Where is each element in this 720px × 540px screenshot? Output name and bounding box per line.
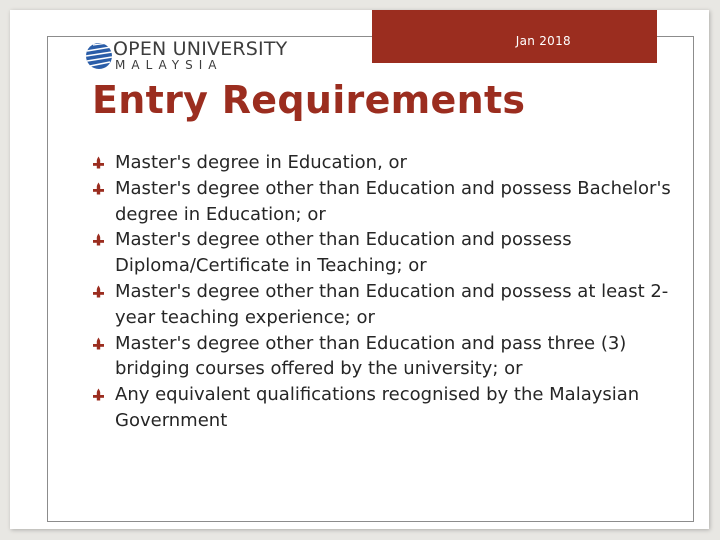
requirements-list — [92, 150, 672, 434]
date-tab — [372, 10, 657, 63]
logo-text-line2: MALAYSIA — [115, 58, 223, 72]
requirement-text: Master's degree other than Education and pass three (3) bridging courses offered by the university; or — [115, 332, 627, 380]
requirement-text: Master's degree other than Education and possess at least 2-year teaching experience; or — [115, 280, 669, 328]
list-item — [92, 227, 672, 279]
list-item — [92, 382, 672, 434]
requirement-text: Master's degree in Education, or — [115, 152, 407, 173]
bullet-icon — [92, 388, 105, 401]
bullet-icon — [92, 156, 105, 169]
slide-title: Entry Requirements — [92, 78, 526, 122]
date-label: Jan 2018 — [515, 34, 571, 48]
requirement-text: Master's degree other than Education and possess Bachelor's degree in Education; or — [115, 177, 671, 225]
list-item — [92, 176, 672, 228]
list-item — [92, 279, 672, 331]
bullet-icon — [92, 182, 105, 195]
bullet-icon — [92, 285, 105, 298]
bullet-icon — [92, 233, 105, 246]
requirement-text: Any equivalent qualifications recognised by the Malaysian Government — [115, 384, 640, 431]
list-item — [92, 150, 672, 176]
requirement-text: Master's degree other than Education and possess Diploma/Certificate in Teaching; or — [115, 229, 572, 277]
logo-text-line1: OPEN UNIVERSITY — [113, 38, 288, 60]
bullet-icon — [92, 337, 105, 350]
list-item — [92, 331, 672, 383]
